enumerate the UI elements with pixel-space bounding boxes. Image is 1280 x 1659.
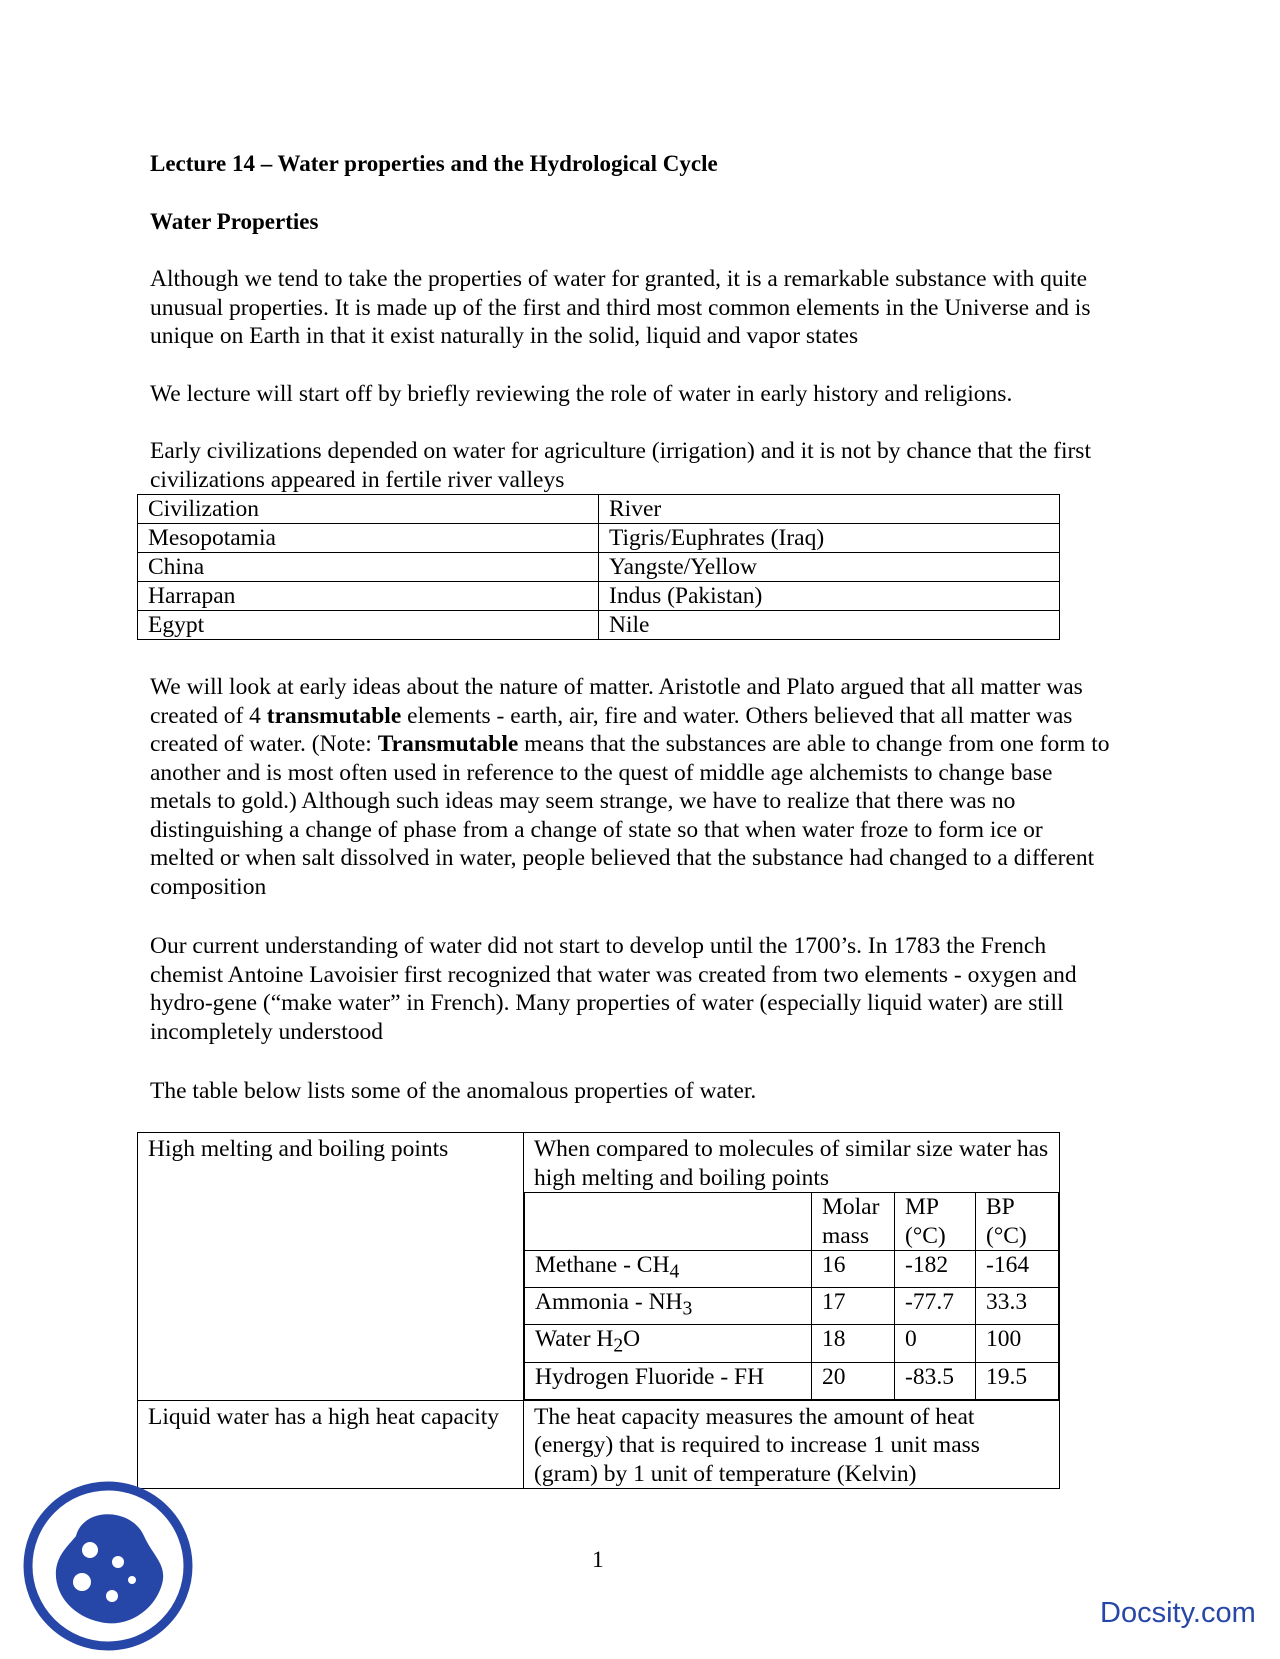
molar-mass-cell: 18 (812, 1325, 895, 1362)
bp-cell: 19.5 (976, 1362, 1059, 1399)
mp-cell: -182 (895, 1251, 976, 1288)
paragraph-civilizations: Early civilizations depended on water for agriculture (irrigation) and it is not by chance that the first civilizations appeared in fertile river valleys (150, 438, 1091, 493)
river-cell: Yangste/Yellow (599, 553, 1060, 582)
header-river: River (599, 495, 1060, 524)
bp-cell: 100 (976, 1325, 1059, 1362)
paragraph-matter (150, 673, 1110, 901)
lecture-title: Lecture 14 – Water properties and the Hydrological Cycle (150, 151, 718, 176)
description-cell (524, 1133, 1060, 1401)
river-cell: Nile (599, 611, 1060, 640)
paragraph-matter-part3: means that the substances are able to change from one form to another and is most often used in reference to the quest of middle age alchemists to change base metals to gold.) Although such ideas may seem strange, we have to realize that there was no distinguishing a change of phase from a change of state so that when water froze to form ice or melted or when salt dissolved in water, people believed that the substance had changed to a different composition (150, 731, 1110, 900)
docsity-logo-icon[interactable] (20, 1478, 196, 1659)
docsity-brand-link[interactable]: Docsity.com (1100, 1597, 1256, 1629)
page-number: 1 (592, 1547, 604, 1573)
civilization-cell: Egypt (138, 611, 599, 640)
bp-cell: 33.3 (976, 1288, 1059, 1325)
molar-mass-cell: 16 (812, 1251, 895, 1288)
table-row (525, 1251, 1059, 1288)
paragraph-matter-part2: elements - earth, air, fire and water. Others believed that all matter was created of water. (Note: (150, 702, 1073, 757)
river-cell: Indus (Pakistan) (599, 582, 1060, 611)
subtable-header-mp: MP (°C) (895, 1193, 976, 1251)
property-cell: High melting and boiling points (138, 1133, 524, 1401)
section-heading: Water Properties (150, 209, 319, 234)
civilizations-table (137, 494, 1060, 640)
civilization-cell: Harrapan (138, 582, 599, 611)
compound-name: Methane - $CH_4$ (525, 1251, 812, 1288)
subtable-header-molar-mass: Molar mass (812, 1193, 895, 1251)
table-row (525, 1288, 1059, 1325)
compound-name: Water $H_2O$ (525, 1325, 812, 1362)
mp-cell: -83.5 (895, 1362, 976, 1399)
table-row (525, 1325, 1059, 1362)
subtable-header-blank (525, 1193, 812, 1251)
compound-name: Ammonia - $NH_3$ (525, 1288, 812, 1325)
table-row (525, 1362, 1059, 1399)
description-text: When compared to molecules of similar size water has high melting and boiling points (534, 1136, 1049, 1191)
comparison-subtable (524, 1192, 1059, 1400)
bold-transmutable: transmutable (266, 702, 402, 729)
bold-transmutable-note: Transmutable (377, 731, 519, 757)
paragraph-intro: Although we tend to take the properties of water for granted, it is a remarkable substance with quite unusual properties. It is made up of the first and third most common elements in the Universe and is unique on Earth in that it exist naturally in the solid, liquid and vapor states (150, 266, 1091, 349)
molar-mass-cell: 17 (812, 1288, 895, 1325)
bp-cell: -164 (976, 1251, 1059, 1288)
mp-cell: -77.7 (895, 1288, 976, 1325)
paragraph-history: We lecture will start off by briefly reviewing the role of water in early history and religions. (150, 381, 1013, 407)
paragraph-lavoisier: Our current understanding of water did not start to develop until the 1700’s. In 1783 the French chemist Antoine Lavoisier first recognized that water was created from two elements - oxygen and hydro-gene (“make water” in French). Many properties of water (especially liquid water) are still incompletely understood (150, 933, 1077, 1045)
compound-name: Hydrogen Fluoride - FH (525, 1362, 812, 1399)
table-row (138, 1133, 1060, 1401)
header-civilization: Civilization (138, 495, 599, 524)
table-row (138, 1400, 1060, 1489)
property-cell: Liquid water has a high heat capacity (138, 1400, 524, 1489)
table-header-row (138, 495, 1060, 524)
river-cell: Tigris/Euphrates (Iraq) (599, 524, 1060, 553)
table-row (138, 553, 1060, 582)
table-row (138, 582, 1060, 611)
molar-mass-cell: 20 (812, 1362, 895, 1399)
mp-cell: 0 (895, 1325, 976, 1362)
table-row (138, 524, 1060, 553)
paragraph-matter-part1: We will look at early ideas about the nature of matter. Aristotle and Plato argued that all matter was created of 4 (150, 674, 1083, 729)
subtable-header-row (525, 1193, 1059, 1251)
description-cell: The heat capacity measures the amount of heat (energy) that is required to increase 1 unit mass (gram) by 1 unit of temperature (Kelvin) (524, 1400, 1060, 1489)
subtable-header-bp: BP (°C) (976, 1193, 1059, 1251)
civilization-cell: China (138, 553, 599, 582)
table-row (138, 611, 1060, 640)
paragraph-table-intro: The table below lists some of the anomalous properties of water. (150, 1078, 757, 1104)
civilization-cell: Mesopotamia (138, 524, 599, 553)
properties-table (137, 1132, 1060, 1489)
